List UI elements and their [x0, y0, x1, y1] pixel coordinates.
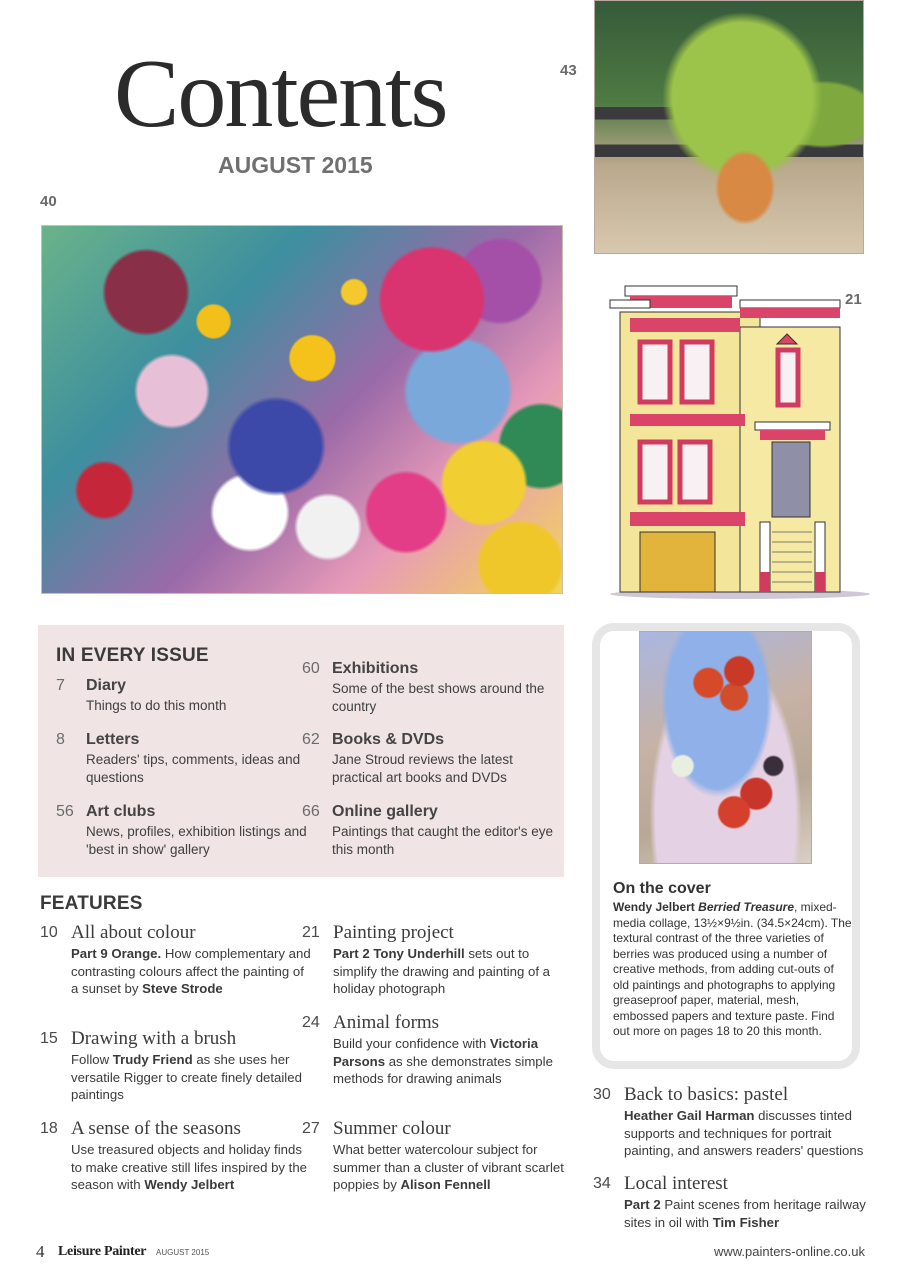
- feature-text: sets out to simplify the drawing and painting of a holiday photograph: [333, 946, 550, 996]
- issue-item-page: 60: [302, 660, 320, 677]
- feature-description: [333, 1035, 573, 1088]
- issue-item-page: 66: [302, 803, 320, 820]
- feature-text: How complementary and contrasting colours affect the painting of a sunset by: [71, 946, 311, 996]
- feature-description: [71, 1141, 311, 1194]
- feature-description: [333, 945, 573, 998]
- issue-item-page: 56: [56, 803, 74, 820]
- feature-description: [333, 1141, 573, 1194]
- feature-text: Use treasured objects and holiday finds to make creative still lifes inspired by the season with: [71, 1142, 308, 1192]
- issue-item-title: Art clubs: [86, 803, 156, 820]
- issue-item-title: Letters: [86, 731, 140, 748]
- feature-page: 30: [593, 1086, 611, 1103]
- issue-item-page: 7: [56, 677, 65, 694]
- issue-item-description: Some of the best shows around the country: [332, 681, 545, 714]
- cover-work-title: Berried Treasure: [698, 900, 794, 914]
- feature-title: Painting project: [333, 922, 454, 943]
- feature-text: What better watercolour subject for summer than a cluster of vibrant scarlet poppies by: [333, 1142, 564, 1192]
- issue-item-description: Things to do this month: [86, 698, 227, 713]
- garden-page-ref: 43: [560, 62, 577, 79]
- footer-issue: AUGUST 2015: [156, 1248, 210, 1257]
- feature-author: Steve Strode: [142, 981, 223, 996]
- in-every-issue-panel: [38, 625, 564, 877]
- feature-author: Wendy Jelbert: [144, 1177, 235, 1192]
- feature-text: as she uses her versatile Rigger to create finely detailed paintings: [71, 1052, 302, 1102]
- feature-page: 34: [593, 1175, 611, 1192]
- house-page-ref: 21: [845, 291, 862, 308]
- feature-page: 24: [302, 1014, 320, 1031]
- feature-lead: Part 2 Tony Underhill: [333, 946, 465, 961]
- issue-item-description: Readers' tips, comments, ideas and questions: [86, 752, 301, 785]
- feature-page: 10: [40, 924, 58, 941]
- cover-artist: Wendy Jelbert: [613, 900, 695, 914]
- issue-item-page: 8: [56, 731, 65, 748]
- in-every-issue-heading: IN EVERY ISSUE: [56, 645, 209, 666]
- footer-publication: Leisure Painter: [58, 1244, 147, 1259]
- issue-item-title: Online gallery: [332, 803, 438, 820]
- feature-page: 27: [302, 1120, 320, 1137]
- feature-title: All about colour: [71, 922, 196, 943]
- feature-page: 18: [40, 1120, 58, 1137]
- footer-page-number: 4: [36, 1242, 45, 1261]
- feature-description: [71, 945, 311, 998]
- feature-lead: Part 9 Orange.: [71, 946, 162, 961]
- on-the-cover-text: [613, 880, 853, 1040]
- on-the-cover-description: [613, 900, 853, 1040]
- house-sketch-icon: [600, 282, 870, 602]
- issue-item-title: Diary: [86, 677, 127, 694]
- on-the-cover-heading: On the cover: [613, 880, 711, 897]
- issue-item-page: 62: [302, 731, 320, 748]
- issue-item-description: News, profiles, exhibition listings and 'best in show' gallery: [86, 824, 307, 857]
- flowers-painting-image: [41, 225, 563, 594]
- feature-title: Local interest: [624, 1173, 728, 1194]
- garden-painting-image: [594, 0, 864, 254]
- feature-text: discusses tinted supports and techniques for portrait painting, and answers readers' questions: [624, 1108, 864, 1158]
- issue-date: AUGUST 2015: [218, 152, 373, 178]
- issue-item-description: Jane Stroud reviews the latest practical art books and DVDs: [332, 752, 513, 785]
- feature-description: [624, 1107, 874, 1160]
- feature-title: A sense of the seasons: [71, 1118, 241, 1139]
- footer-website-link[interactable]: www.painters-online.co.uk: [713, 1244, 865, 1259]
- feature-page: 15: [40, 1030, 58, 1047]
- page-title: Contents: [114, 40, 447, 148]
- feature-text: Paint scenes from heritage railway sites in oil with: [624, 1197, 866, 1230]
- feature-text: as she demonstrates simple methods for drawing animals: [333, 1053, 553, 1086]
- issue-item-description: Paintings that caught the editor's eye this month: [332, 824, 553, 857]
- feature-title: Back to basics: pastel: [624, 1084, 789, 1105]
- feature-author: Tim Fisher: [712, 1214, 780, 1230]
- feature-author: Victoria Parsons: [333, 1036, 539, 1069]
- feature-title: Animal forms: [333, 1012, 440, 1033]
- feature-lead: Part 2: [624, 1197, 661, 1212]
- feature-description: [71, 1051, 311, 1104]
- feature-text-pre: Follow: [71, 1052, 110, 1067]
- flowers-page-ref: 40: [40, 193, 57, 210]
- issue-item-title: Exhibitions: [332, 660, 419, 677]
- issue-item-title: Books & DVDs: [332, 731, 445, 748]
- cover-details: , mixed-media collage, 13½×9½in. (34.5×24cm). The textural contrast of the three varieties of berries was produced using a number of creative methods, from adding cut-outs of old paintings and photographs to applying greaseproof paper, material, mesh, embossed papers and texture paste. Find out more on pages 18 to 20 this month.: [613, 900, 852, 1038]
- feature-author: Alison Fennell: [400, 1177, 491, 1192]
- feature-title: Drawing with a brush: [71, 1028, 237, 1049]
- cover-painting-image: [639, 631, 812, 864]
- feature-page: 21: [302, 924, 320, 941]
- house-painting-image: [600, 282, 870, 602]
- feature-description: [624, 1196, 874, 1231]
- features-heading: FEATURES: [40, 893, 143, 914]
- feature-text-pre: Build your confidence with: [333, 1036, 487, 1051]
- feature-title: Summer colour: [333, 1118, 451, 1139]
- feature-author: Trudy Friend: [112, 1052, 193, 1067]
- feature-author: Heather Gail Harman: [624, 1108, 755, 1123]
